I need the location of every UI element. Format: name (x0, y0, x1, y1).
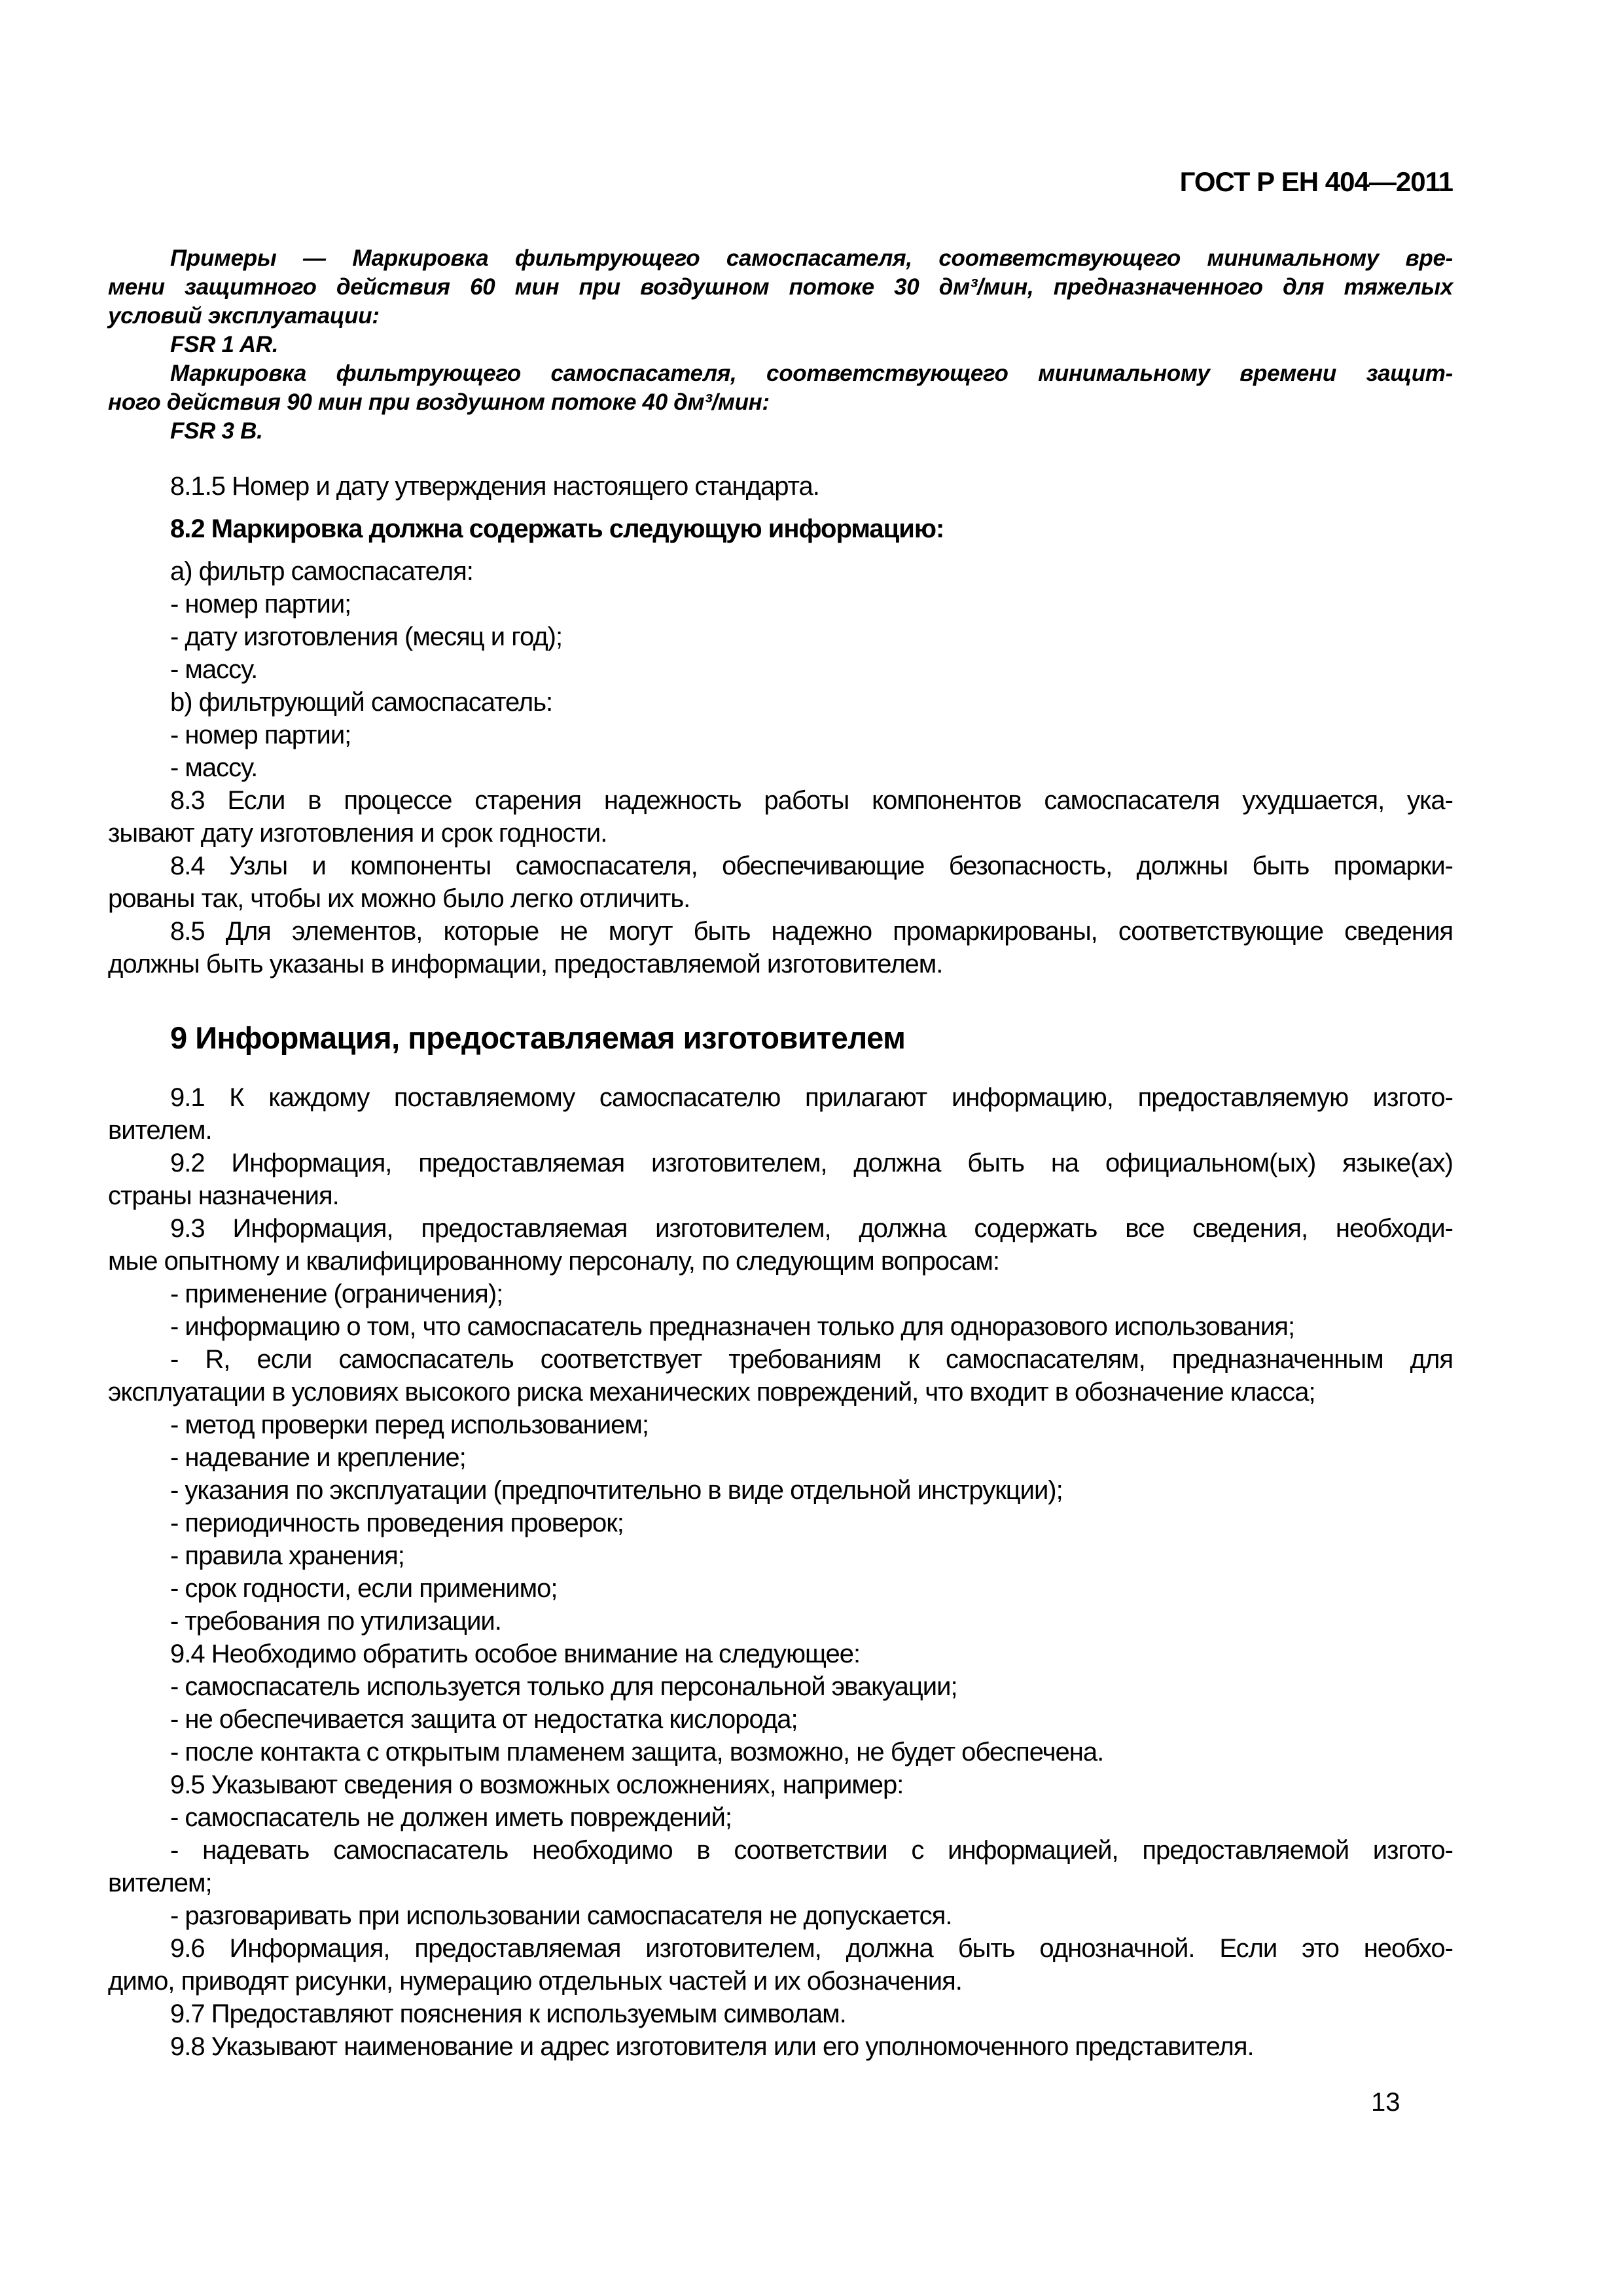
text-line: - применение (ограничения); (170, 1280, 503, 1308)
text-line: страны назначения. (108, 1181, 339, 1210)
text-line: - срок годности, если применимо; (170, 1574, 558, 1603)
text-line: Примеры — Маркировка фильтрующего самоспасателя, соответствующего минимальному вре- (170, 245, 1453, 271)
text-line: рованы так, чтобы их можно было легко отличить. (108, 884, 690, 913)
text-line: вителем. (108, 1116, 212, 1145)
text-line: - номер партии; (170, 721, 351, 749)
page-number: 13 (1371, 2088, 1400, 2117)
text-line: FSR 3 В. (170, 418, 263, 444)
text-line: 8.5 Для элементов, которые не могут быть надежно промаркированы, соответствующие сведения (170, 917, 1453, 946)
text-line: 9.6 Информация, предоставляемая изготовителем, должна быть однозначной. Если это необхо- (170, 1934, 1453, 1963)
page-content (108, 166, 1453, 2063)
text-line: - метод проверки перед использованием; (170, 1410, 649, 1439)
text-line: - после контакта с открытым пламенем защита, возможно, не будет обеспечена. (170, 1738, 1104, 1767)
text-line: мые опытному и квалифицированному персоналу, по следующим вопросам: (108, 1247, 999, 1276)
example-block (108, 244, 1453, 446)
text-line: - надевать самоспасатель необходимо в соответствии с информацией, предоставляемой изгото- (170, 1836, 1453, 1865)
text-line: 9.3 Информация, предоставляемая изготовителем, должна содержать все сведения, необходи- (170, 1214, 1453, 1243)
text-line: - массу. (170, 753, 258, 782)
text-line: 9.5 Указывают сведения о возможных осложнениях, например: (170, 1770, 904, 1799)
text-line: - номер партии; (170, 590, 351, 619)
text-line: 8.4 Узлы и компоненты самоспасателя, обеспечивающие безопасность, должны быть промарки- (170, 852, 1453, 880)
text-line: 8.2 Маркировка должна содержать следующую информацию: (170, 514, 944, 543)
section-8-block (108, 470, 1453, 980)
text-line: - массу. (170, 655, 258, 684)
text-line: 9.8 Указывают наименование и адрес изготовителя или его уполномоченного представителя. (170, 2032, 1254, 2061)
text-line: - информацию о том, что самоспасатель предназначен только для одноразового использования; (170, 1312, 1295, 1341)
text-line: FSR 1 AR. (170, 332, 279, 357)
text-line: 8.1.5 Номер и дату утверждения настоящего стандарта. (170, 472, 819, 501)
text-line: вителем; (108, 1869, 212, 1897)
text-line: ного действия 90 мин при воздушном потоке 40 дм³/мин: (108, 389, 770, 415)
text-line: 8.3 Если в процессе старения надежность работы компонентов самоспасателя ухудшается, ука- (170, 786, 1453, 815)
text-line: должны быть указаны в информации, предоставляемой изготовителем. (108, 950, 943, 978)
standard-code-header: ГОСТ Р ЕН 404—2011 (1179, 166, 1453, 197)
text-line: 9.1 К каждому поставляемому самоспасателю прилагают информацию, предоставляемую изгото- (170, 1083, 1453, 1112)
text-line: Маркировка фильтрующего самоспасателя, соответствующего минимальному времени защит- (170, 361, 1453, 386)
text-line: мени защитного действия 60 мин при воздушном потоке 30 дм³/мин, предназначенного для тяжелых (108, 274, 1453, 300)
text-line: эксплуатации в условиях высокого риска механических повреждений, что входит в обозначение класса; (108, 1378, 1315, 1407)
text-line: - самоспасатель не должен иметь повреждений; (170, 1803, 732, 1832)
text-line: - указания по эксплуатации (предпочтительно в виде отдельной инструкции); (170, 1476, 1063, 1505)
text-line: - дату изготовления (месяц и год); (170, 622, 563, 651)
text-line: димо, приводят рисунки, нумерацию отдельных частей и их обозначения. (108, 1967, 962, 1996)
text-line: 9.7 Предоставляют пояснения к используемым символам. (170, 2000, 846, 2028)
text-line: 9.4 Необходимо обратить особое внимание на следующее: (170, 1640, 861, 1668)
text-line: - требования по утилизации. (170, 1607, 501, 1636)
section-9-heading: 9 Информация, предоставляемая изготовителем (170, 1020, 906, 1055)
text-line: - правила хранения; (170, 1541, 404, 1570)
text-line: - не обеспечивается защита от недостатка кислорода; (170, 1705, 798, 1734)
text-line: - надевание и крепление; (170, 1443, 466, 1472)
text-line: условий эксплуатации: (108, 303, 380, 329)
text-line: b) фильтрующий самоспасатель: (170, 688, 553, 717)
text-line: - периодичность проведения проверок; (170, 1509, 624, 1537)
section-9-block (108, 1081, 1453, 2063)
text-line: 9.2 Информация, предоставляемая изготовителем, должна быть на официальном(ых) языке(ах) (170, 1149, 1453, 1177)
text-line: a) фильтр самоспасателя: (170, 557, 473, 586)
text-line: - разговаривать при использовании самоспасателя не допускается. (170, 1901, 952, 1930)
text-line: - R, если самоспасатель соответствует требованиям к самоспасателям, предназначенным для (170, 1345, 1453, 1374)
text-line: - самоспасатель используется только для персональной эвакуации; (170, 1672, 957, 1701)
text-line: зывают дату изготовления и срок годности. (108, 819, 607, 848)
